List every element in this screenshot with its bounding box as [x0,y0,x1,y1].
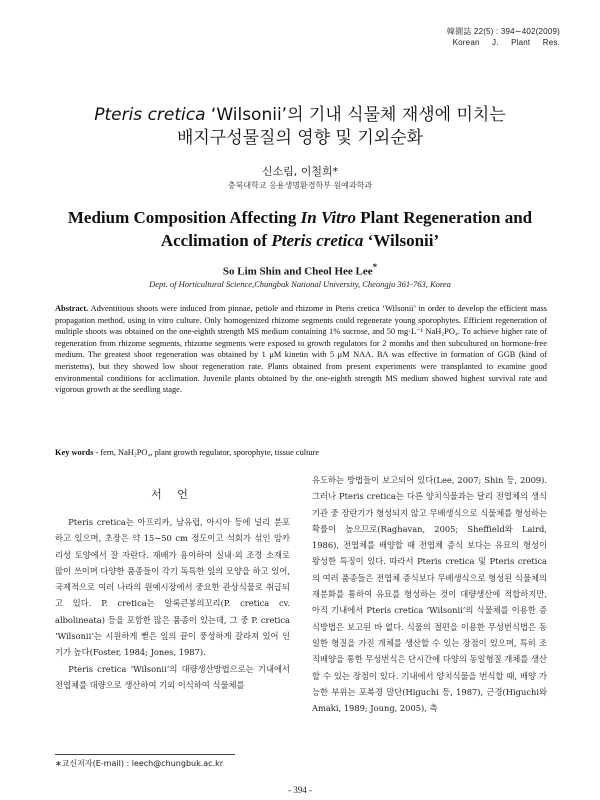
footnote-corresponding-email: ∗교신저자(E-mail) : leech@chungbuk.ac.kr [55,759,224,768]
english-title-part2: Acclimation of [160,231,272,250]
right-column [312,472,547,716]
journal-citation [447,26,560,48]
abstract [55,303,547,396]
corresponding-author-mark: * [372,262,378,272]
keywords-label: Key words [55,448,94,457]
korean-title [40,104,560,150]
page-number: - 394 - [288,785,312,795]
korean-affiliation: 충북대학교 응용생명환경학부 원예과학과 [227,181,373,190]
journal-volume-line: 韓園誌 22(5) : 394∼402(2009) [446,27,560,36]
footnote-divider [55,754,235,755]
korean-title-line1 [40,104,560,127]
right-paragraph: 유도하는 방법들이 보고되어 있다(Lee, 2007; Shin 등, 2009). 그러나 Pteris cretica는 다른 양치식물과는 달리 전엽체의 생식기관 중 장란기가 형성되지 않고 무배생식으로 식물체를 형성하는 확률이 높으므로(Raghavan, 2005; Sheffield와 Laird, 1986), 전엽체를 배양할 때 전엽체 증식 보다는 유묘의 형성이 왕성한 특징이 있다. 따라서 Pteris cretica 및 Pteris cretica의 여러 품종들은 전엽체 증식보다 무배생식으로 형성된 식물체의 재분화를 통하여 유묘를 형성하는 것이 대량생산에 적합하지만, 아직 기내에서 Pteris cretica ‘Wilsonii’의 식물체를 이용한 증식방법은 보고된 바 없다. 식물의 절편을 이용한 무성번식법은 동일한 형질을 가진 개체를 생산할 수 있는 장점이 있으며, 특히 조직배양을 통한 무성번식은 단시간에 다양의 동일형질 개체를 생산할 수 있는 장점이 있다. 기내에서 양치식물을 번식할 때, 배양 가능한 부위는 포복경 말단(Higuchi 등, 1987), 근경(Higuchi와 Amaki, 1989; Joung, 2005), 측 [312,475,547,714]
section-heading-introduction: 서 언 [151,488,194,501]
english-title [40,206,560,252]
english-title-italic1: In Vitro [300,208,356,227]
english-title-line2 [40,229,560,252]
left-column [55,514,290,693]
abstract-label: Abstract. [55,304,89,313]
english-title-line1 [40,206,560,229]
keywords [55,448,547,457]
english-affiliation: Dept. of Horticultural Science,Chungbuk National University, Cheongju 361-763, Korea [149,279,451,289]
english-title-part1: Medium Composition Affecting [67,208,301,227]
english-title-italic2: Pteris cretica [271,231,364,250]
korean-title-line2: 배지구성물질의 영향 및 기외순화 [176,128,424,148]
korean-authors: 신소림, 이철희* [261,165,339,178]
korean-title-species: Pteris cretica [94,105,206,125]
english-authors-names: So Lim Shin and Cheol Hee Lee [222,265,373,278]
keywords-text: - fern, NaH₂PO₄, plant growth regulator, sporophyte, tissue culture [93,448,320,457]
left-paragraph-2: Pteris cretica ‘Wilsonii’의 대량생산방법으로는 기내에서 전엽체를 대량으로 생산하여 기외 이식하여 식물체를 [55,663,290,690]
left-paragraph-1: Pteris cretica는 아프리카, 남유럽, 아시아 등에 널리 분포하고 있으며, 초장은 약 15∼50 cm 정도이고 석회가 섞인 암카리성 토양에서 잘 자란다. 재배가 용이하여 실내·외 조경 소재로 많이 쓰이며 다양한 품종들이 각기 독특한 잎의 모양을 하고 있어, 국제적으로 여러 나라의 원예시장에서 중요한 관상식물로 취급되고 있다. P. cretica는 알록큰봉의꼬리(P. cretica cv. albolineata) 등을 포함한 많은 품종이 있는데, 그 중 P. cretica ‘Wilsonii’는 시원하게 뻗은 잎의 끝이 풍성하게 갈라져 있어 인기가 높다(Foster, 1984; Jones, 1987). [55,517,290,658]
abstract-text: Adventitious shoots were induced from pinnae, petiole and rhizome in Pteris cretica ‘Wilsonii’ in order to develop the efficient mass propagation method, using in vitro culture. Only homogenized rhizome segments could regenerate young sporophytes. Efficient regeneration of multiple shoots was obtained on the one-eighth strength MS medium containing 1% sucrose, and 50 mg·L⁻¹ NaH₂PO₄. To achieve higher rate of regeneration from rhizome segments, rhizome segments were exposed to growth regulators for 2 months and then subcultured on hormone-free medium. The greatest shoot regeneration was obtained by 1 μM kinetin with 5 μM NAA. BA was effective in formation of GGB (kind of meristems), but they showed low shoot regeneration rate. Plants obtained from present experiments were transplanted to examine good environmental conditions for acclimation. Juvenile plants obtained by the one-eighth strength MS medium showed highest survival rate and vigorous growth at the seedling stage. [55,304,547,395]
english-authors [0,262,600,278]
english-title-part2-rest: ‘Wilsonii’ [363,231,440,250]
korean-title-line1-rest: ‘Wilsonii’의 기내 식물체 재생에 미치는 [205,105,506,125]
journal-name-line: Korean J. Plant Res. [452,38,560,47]
english-title-part1-rest: Plant Regeneration and [355,208,533,227]
